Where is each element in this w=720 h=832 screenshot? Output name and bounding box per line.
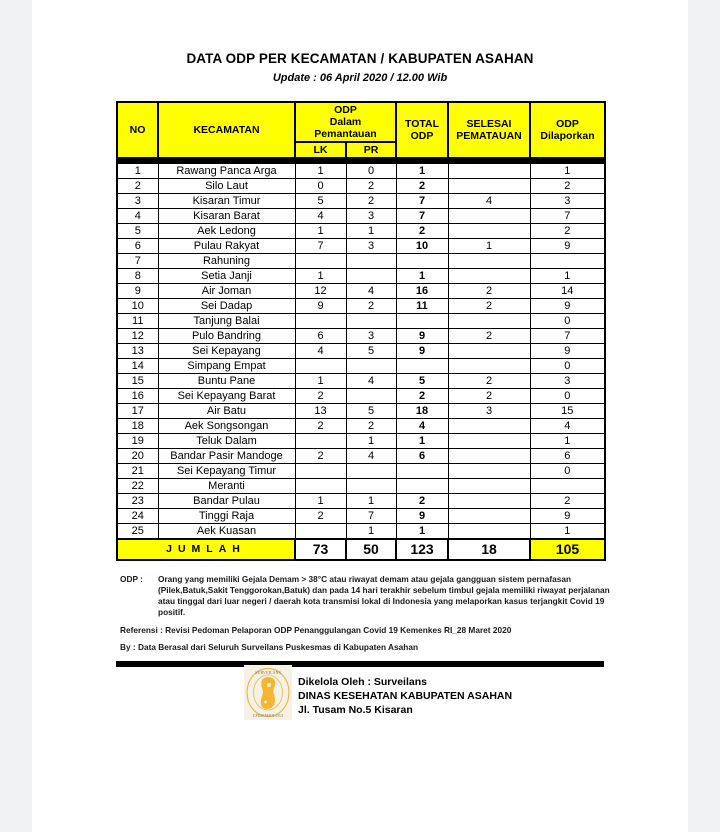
cell-selesai bbox=[448, 254, 530, 269]
cell-kecamatan: Aek Songsongan bbox=[158, 419, 295, 434]
cell-lk bbox=[295, 359, 346, 374]
cell-pr: 2 bbox=[346, 419, 396, 434]
cell-no: 20 bbox=[117, 449, 158, 464]
cell-no: 2 bbox=[117, 179, 158, 194]
cell-kecamatan: Kisaran Barat bbox=[158, 209, 295, 224]
cell-dilaporkan: 4 bbox=[530, 419, 605, 434]
cell-total: 16 bbox=[396, 284, 448, 299]
cell-pr: 4 bbox=[346, 284, 396, 299]
table-row bbox=[117, 509, 605, 524]
cell-selesai bbox=[448, 209, 530, 224]
cell-dilaporkan: 9 bbox=[530, 344, 605, 359]
cell-dilaporkan: 14 bbox=[530, 284, 605, 299]
cell-total bbox=[396, 254, 448, 269]
cell-lk: 5 bbox=[295, 194, 346, 209]
cell-total: 9 bbox=[396, 344, 448, 359]
cell-total: 7 bbox=[396, 194, 448, 209]
cell-kecamatan: Bandar Pasir Mandoge bbox=[158, 449, 295, 464]
cell-pr: 4 bbox=[346, 374, 396, 389]
cell-selesai: 3 bbox=[448, 404, 530, 419]
cell-no: 22 bbox=[117, 479, 158, 494]
table-row bbox=[117, 254, 605, 269]
cell-no: 8 bbox=[117, 269, 158, 284]
header-odp-line1: ODP bbox=[334, 104, 357, 116]
cell-dilaporkan: 1 bbox=[530, 164, 605, 179]
cell-no: 1 bbox=[117, 164, 158, 179]
cell-dilaporkan: 15 bbox=[530, 404, 605, 419]
cell-pr: 2 bbox=[346, 194, 396, 209]
cell-pr: 1 bbox=[346, 494, 396, 509]
header-dilaporkan-line2: Dilaporkan bbox=[540, 130, 595, 142]
cell-total: 1 bbox=[396, 524, 448, 540]
cell-total: 18 bbox=[396, 404, 448, 419]
table-row bbox=[117, 494, 605, 509]
cell-total: 1 bbox=[396, 434, 448, 449]
cell-selesai bbox=[448, 449, 530, 464]
cell-kecamatan: Tinggi Raja bbox=[158, 509, 295, 524]
cell-pr: 4 bbox=[346, 449, 396, 464]
cell-kecamatan: Aek Ledong bbox=[158, 224, 295, 239]
table-row bbox=[117, 314, 605, 329]
header-lk: LK bbox=[295, 142, 346, 158]
cell-dilaporkan: 2 bbox=[530, 224, 605, 239]
cell-total bbox=[396, 479, 448, 494]
cell-pr: 1 bbox=[346, 224, 396, 239]
cell-no: 13 bbox=[117, 344, 158, 359]
cell-lk: 1 bbox=[295, 164, 346, 179]
header-odp-line3: Pemantauan bbox=[314, 128, 377, 140]
cell-total: 5 bbox=[396, 374, 448, 389]
surveilans-epidemiologi-logo-icon bbox=[244, 665, 292, 720]
cell-lk bbox=[295, 524, 346, 540]
cell-selesai bbox=[448, 479, 530, 494]
cell-lk: 2 bbox=[295, 419, 346, 434]
cell-dilaporkan: 0 bbox=[530, 389, 605, 404]
cell-kecamatan: Teluk Dalam bbox=[158, 434, 295, 449]
cell-total: 9 bbox=[396, 509, 448, 524]
cell-lk: 4 bbox=[295, 209, 346, 224]
odp-definition bbox=[120, 574, 620, 618]
header-total-line2: ODP bbox=[410, 130, 434, 142]
summary-pr: 50 bbox=[346, 539, 396, 560]
table-row bbox=[117, 389, 605, 404]
cell-dilaporkan: 0 bbox=[530, 359, 605, 374]
cell-kecamatan: Kisaran Timur bbox=[158, 194, 295, 209]
cell-kecamatan: Bandar Pulau bbox=[158, 494, 295, 509]
cell-pr: 5 bbox=[346, 404, 396, 419]
cell-no: 24 bbox=[117, 509, 158, 524]
cell-dilaporkan: 2 bbox=[530, 494, 605, 509]
notes-section bbox=[120, 574, 620, 653]
cell-total: 7 bbox=[396, 209, 448, 224]
cell-pr: 7 bbox=[346, 509, 396, 524]
definition-key: ODP : bbox=[120, 574, 143, 584]
cell-kecamatan: Sei Dadap bbox=[158, 299, 295, 314]
cell-total: 11 bbox=[396, 299, 448, 314]
cell-no: 17 bbox=[117, 404, 158, 419]
cell-dilaporkan: 3 bbox=[530, 194, 605, 209]
header-total-line1: TOTAL bbox=[404, 118, 440, 130]
footer-address: Jl. Tusam No.5 Kisaran bbox=[298, 704, 413, 716]
cell-total: 10 bbox=[396, 239, 448, 254]
cell-no: 16 bbox=[117, 389, 158, 404]
cell-total bbox=[396, 359, 448, 374]
cell-no: 15 bbox=[117, 374, 158, 389]
cell-dilaporkan: 0 bbox=[530, 464, 605, 479]
cell-pr: 3 bbox=[346, 329, 396, 344]
cell-selesai: 4 bbox=[448, 194, 530, 209]
cell-lk: 1 bbox=[295, 374, 346, 389]
table-row bbox=[117, 374, 605, 389]
document-subtitle: Update : 06 April 2020 / 12.00 Wib bbox=[272, 72, 448, 84]
cell-dilaporkan: 9 bbox=[530, 299, 605, 314]
cell-pr bbox=[346, 269, 396, 284]
cell-lk: 2 bbox=[295, 509, 346, 524]
cell-total: 2 bbox=[396, 179, 448, 194]
summary-selesai: 18 bbox=[448, 539, 530, 560]
summary-total: 123 bbox=[396, 539, 448, 560]
logo-top-text: SURVEILANS bbox=[255, 670, 281, 675]
table-row bbox=[117, 299, 605, 314]
cell-kecamatan: Rahuning bbox=[158, 254, 295, 269]
cell-kecamatan: Buntu Pane bbox=[158, 374, 295, 389]
cell-total: 2 bbox=[396, 494, 448, 509]
cell-selesai bbox=[448, 179, 530, 194]
cell-lk: 2 bbox=[295, 389, 346, 404]
cell-lk: 6 bbox=[295, 329, 346, 344]
header-pr: PR bbox=[346, 142, 396, 158]
cell-dilaporkan: 9 bbox=[530, 509, 605, 524]
cell-pr: 5 bbox=[346, 344, 396, 359]
table-row bbox=[117, 284, 605, 299]
cell-dilaporkan bbox=[530, 254, 605, 269]
header-total-odp bbox=[396, 102, 448, 158]
cell-dilaporkan: 7 bbox=[530, 329, 605, 344]
cell-no: 9 bbox=[117, 284, 158, 299]
cell-total: 9 bbox=[396, 329, 448, 344]
cell-no: 18 bbox=[117, 419, 158, 434]
table-row bbox=[117, 479, 605, 494]
cell-lk bbox=[295, 464, 346, 479]
cell-no: 11 bbox=[117, 314, 158, 329]
cell-pr: 1 bbox=[346, 434, 396, 449]
table-row bbox=[117, 329, 605, 344]
header-odp-line2: Dalam bbox=[329, 116, 362, 128]
cell-selesai bbox=[448, 419, 530, 434]
table-row bbox=[117, 419, 605, 434]
logo-bottom-text: EPIDEMIOLOGI bbox=[252, 713, 284, 718]
cell-pr bbox=[346, 479, 396, 494]
cell-pr: 3 bbox=[346, 209, 396, 224]
cell-no: 7 bbox=[117, 254, 158, 269]
cell-no: 5 bbox=[117, 224, 158, 239]
cell-lk: 1 bbox=[295, 224, 346, 239]
cell-dilaporkan bbox=[530, 479, 605, 494]
cell-no: 21 bbox=[117, 464, 158, 479]
cell-pr: 3 bbox=[346, 239, 396, 254]
cell-kecamatan: Sei Kepayang Timur bbox=[158, 464, 295, 479]
cell-selesai: 2 bbox=[448, 329, 530, 344]
cell-lk: 12 bbox=[295, 284, 346, 299]
cell-selesai bbox=[448, 509, 530, 524]
cell-no: 12 bbox=[117, 329, 158, 344]
cell-pr: 2 bbox=[346, 299, 396, 314]
cell-dilaporkan: 0 bbox=[530, 314, 605, 329]
cell-kecamatan: Setia Janji bbox=[158, 269, 295, 284]
table-row bbox=[117, 359, 605, 374]
cell-lk bbox=[295, 479, 346, 494]
odp-table bbox=[116, 101, 606, 561]
cell-selesai bbox=[448, 434, 530, 449]
cell-selesai bbox=[448, 359, 530, 374]
cell-selesai bbox=[448, 224, 530, 239]
cell-no: 10 bbox=[117, 299, 158, 314]
reference-note: Referensi : Revisi Pedoman Pelaporan ODP Penanggulangan Covid 19 Kemenkes RI_28 Maret 2020 bbox=[120, 625, 512, 635]
cell-no: 3 bbox=[117, 194, 158, 209]
cell-selesai bbox=[448, 344, 530, 359]
table-row bbox=[117, 464, 605, 479]
definition-text: Orang yang memiliki Gejala Demam > 38°C atau riwayat demam atau gejala gangguan sistem pernafasan (Pilek,Batuk,Sakit Tenggorokan,Batuk) dan pada 14 hari terakhir sebelum timbul gejala memiliki riwayat perjalanan atau tinggal dari luar negeri / daerah kota transmisi lokal di Indonesia yang melaporkan kasus terjangkit Covid 19 positif. bbox=[158, 574, 610, 617]
cell-kecamatan: Sei Kepayang Barat bbox=[158, 389, 295, 404]
cell-selesai bbox=[448, 524, 530, 540]
source-note: By : Data Berasal dari Seluruh Surveilans Puskesmas di Kabupaten Asahan bbox=[120, 642, 419, 652]
cell-kecamatan: Air Joman bbox=[158, 284, 295, 299]
footer-managed-by: Dikelola Oleh : Surveilans bbox=[298, 676, 427, 688]
cell-kecamatan: Simpang Empat bbox=[158, 359, 295, 374]
cell-no: 23 bbox=[117, 494, 158, 509]
cell-total: 2 bbox=[396, 389, 448, 404]
cell-pr bbox=[346, 359, 396, 374]
cell-lk: 1 bbox=[295, 269, 346, 284]
cell-selesai: 2 bbox=[448, 389, 530, 404]
table-row bbox=[117, 524, 605, 540]
cell-no: 4 bbox=[117, 209, 158, 224]
cell-pr bbox=[346, 464, 396, 479]
cell-kecamatan: Silo Laut bbox=[158, 179, 295, 194]
cell-selesai: 2 bbox=[448, 374, 530, 389]
cell-dilaporkan: 1 bbox=[530, 524, 605, 540]
table-row bbox=[117, 344, 605, 359]
summary-row bbox=[117, 539, 605, 560]
cell-lk: 1 bbox=[295, 494, 346, 509]
cell-kecamatan: Pulo Bandring bbox=[158, 329, 295, 344]
header-selesai-line1: SELESAI bbox=[466, 118, 512, 130]
cell-total bbox=[396, 314, 448, 329]
cell-no: 25 bbox=[117, 524, 158, 540]
cell-kecamatan: Pulau Rakyat bbox=[158, 239, 295, 254]
summary-lk: 73 bbox=[295, 539, 346, 560]
cell-total: 1 bbox=[396, 164, 448, 179]
cell-total bbox=[396, 464, 448, 479]
header-no: NO bbox=[117, 102, 158, 158]
cell-selesai bbox=[448, 314, 530, 329]
header-odp-dalam-pemantauan bbox=[295, 102, 396, 142]
cell-dilaporkan: 1 bbox=[530, 434, 605, 449]
cell-pr: 1 bbox=[346, 524, 396, 540]
header-kecamatan: KECAMATAN bbox=[158, 102, 295, 158]
header-selesai-pemantauan bbox=[448, 102, 530, 158]
table-row bbox=[117, 404, 605, 419]
cell-selesai bbox=[448, 269, 530, 284]
document-title: DATA ODP PER KECAMATAN / KABUPATEN ASAHAN bbox=[186, 51, 534, 66]
cell-kecamatan: Sei Kepayang bbox=[158, 344, 295, 359]
table-row bbox=[117, 164, 605, 179]
cell-pr bbox=[346, 314, 396, 329]
cell-selesai bbox=[448, 464, 530, 479]
table-row bbox=[117, 194, 605, 209]
summary-dilaporkan: 105 bbox=[530, 539, 605, 560]
cell-lk: 7 bbox=[295, 239, 346, 254]
cell-selesai bbox=[448, 164, 530, 179]
cell-dilaporkan: 1 bbox=[530, 269, 605, 284]
table-row bbox=[117, 449, 605, 464]
cell-dilaporkan: 3 bbox=[530, 374, 605, 389]
header-selesai-line2: PEMATAUAN bbox=[456, 130, 522, 142]
cell-lk bbox=[295, 314, 346, 329]
footer-agency: DINAS KESEHATAN KABUPATEN ASAHAN bbox=[298, 690, 513, 702]
cell-pr: 2 bbox=[346, 179, 396, 194]
cell-selesai: 2 bbox=[448, 299, 530, 314]
cell-dilaporkan: 9 bbox=[530, 239, 605, 254]
cell-dilaporkan: 2 bbox=[530, 179, 605, 194]
cell-kecamatan: Rawang Panca Arga bbox=[158, 164, 295, 179]
cell-lk bbox=[295, 434, 346, 449]
table-row bbox=[117, 269, 605, 284]
cell-pr bbox=[346, 254, 396, 269]
footer-info bbox=[298, 675, 512, 717]
cell-dilaporkan: 6 bbox=[530, 449, 605, 464]
cell-pr: 0 bbox=[346, 164, 396, 179]
cell-lk: 13 bbox=[295, 404, 346, 419]
table-row bbox=[117, 224, 605, 239]
cell-kecamatan: Meranti bbox=[158, 479, 295, 494]
table-row bbox=[117, 434, 605, 449]
cell-total: 6 bbox=[396, 449, 448, 464]
cell-total: 4 bbox=[396, 419, 448, 434]
cell-lk: 4 bbox=[295, 344, 346, 359]
cell-lk: 0 bbox=[295, 179, 346, 194]
cell-pr bbox=[346, 389, 396, 404]
cell-selesai: 1 bbox=[448, 239, 530, 254]
cell-total: 2 bbox=[396, 224, 448, 239]
cell-total: 1 bbox=[396, 269, 448, 284]
summary-label: JUMLAH bbox=[117, 539, 295, 560]
cell-kecamatan: Aek Kuasan bbox=[158, 524, 295, 540]
cell-no: 6 bbox=[117, 239, 158, 254]
cell-lk bbox=[295, 254, 346, 269]
table-row bbox=[117, 179, 605, 194]
table-row bbox=[117, 239, 605, 254]
header-odp-dilaporkan bbox=[530, 102, 605, 158]
cell-no: 19 bbox=[117, 434, 158, 449]
cell-no: 14 bbox=[117, 359, 158, 374]
cell-selesai: 2 bbox=[448, 284, 530, 299]
table-row bbox=[117, 209, 605, 224]
cell-dilaporkan: 7 bbox=[530, 209, 605, 224]
cell-lk: 9 bbox=[295, 299, 346, 314]
footer-divider bbox=[116, 661, 604, 667]
cell-kecamatan: Air Batu bbox=[158, 404, 295, 419]
cell-lk: 2 bbox=[295, 449, 346, 464]
header-dilaporkan-line1: ODP bbox=[556, 118, 579, 130]
cell-selesai bbox=[448, 494, 530, 509]
cell-kecamatan: Tanjung Balai bbox=[158, 314, 295, 329]
